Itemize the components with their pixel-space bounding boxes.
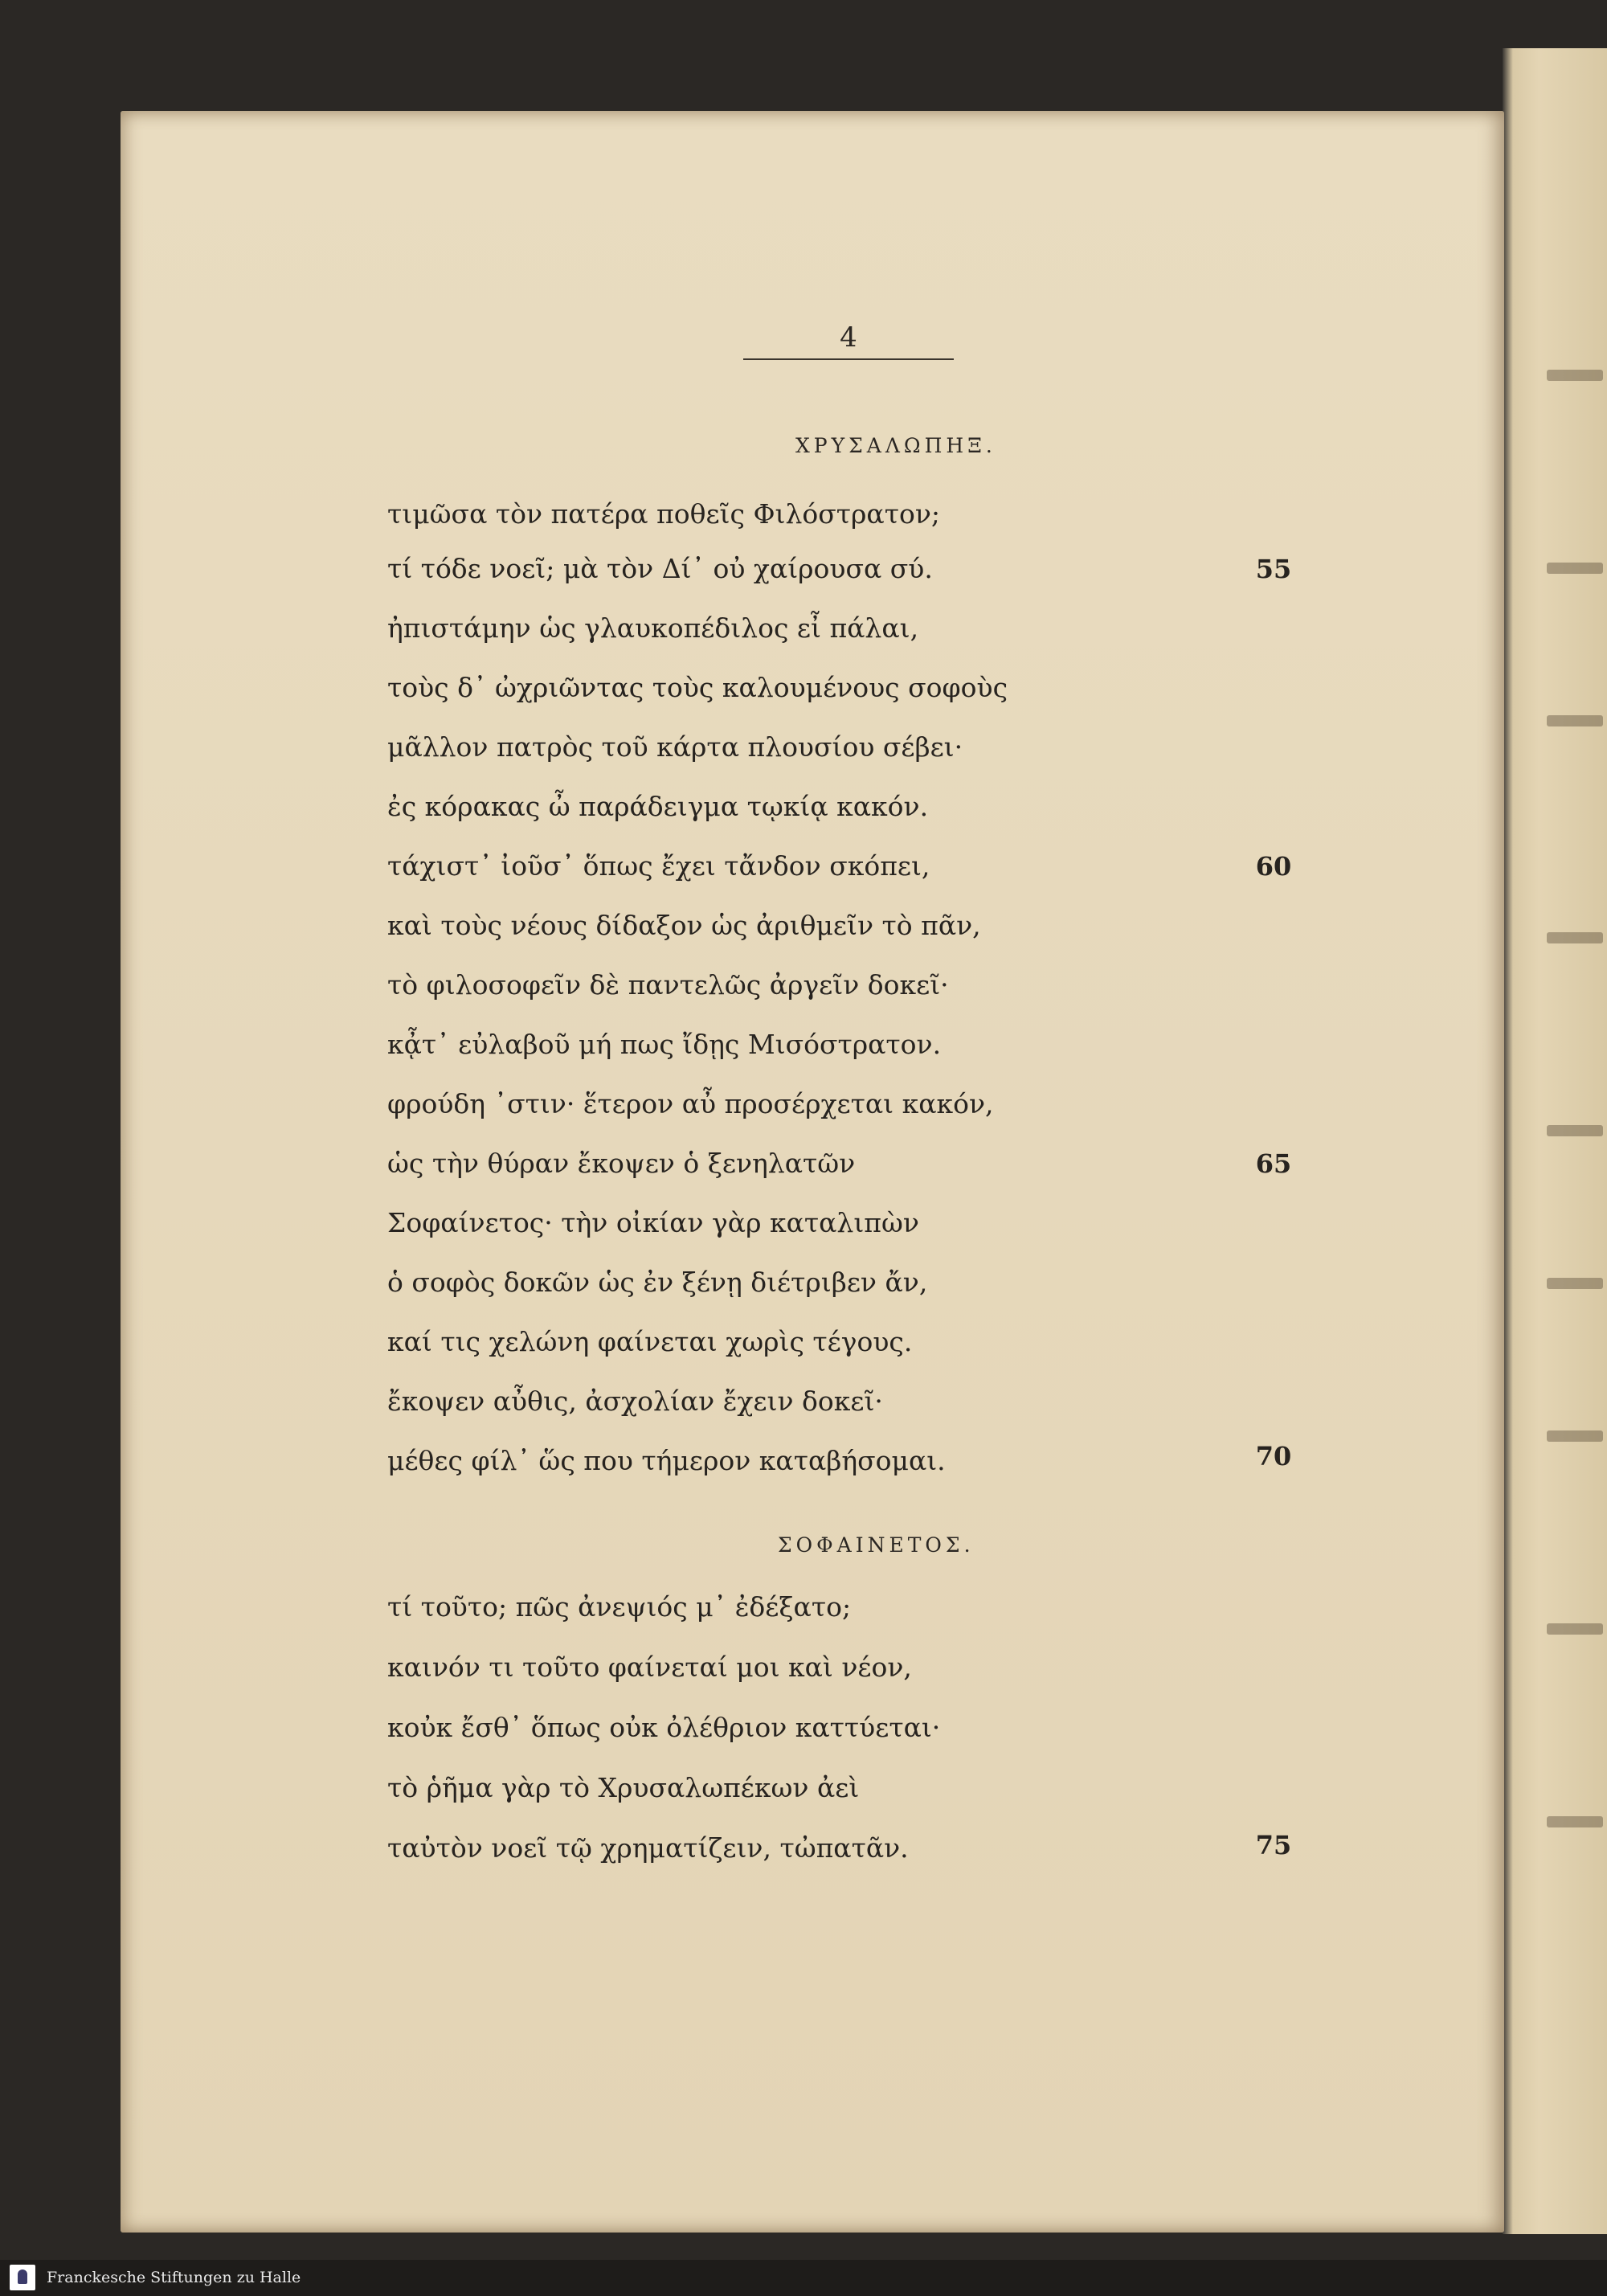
verse-line: ὡς τὴν θύραν ἔκοψεν ὁ ξενηλατῶν [387,1148,856,1179]
verse-line: τάχιστ᾽ ἰοῦσ᾽ ὅπως ἔχει τἄνδον σκόπει, [387,850,930,882]
verse-line: κᾆτ᾽ εὐλαβοῦ μή πως ἴδῃς Μισόστρατον. [387,1029,942,1060]
line-number: 55 [1255,554,1292,584]
line-number: 65 [1255,1148,1292,1179]
page-number: 4 [840,321,857,354]
verse-line: καὶ τοὺς νέους δίδαξον ὡς ἀριθμεῖν τὸ πᾶν, [387,910,981,941]
verse-line: μέθες φίλ᾽ ὥς που τήμερον καταβήσομαι. [387,1445,946,1476]
verse-line: μᾶλλον πατρὸς τοῦ κάρτα πλουσίου σέβει· [387,731,963,763]
verse-line: ἐς κόρακας ὦ παράδειγμα τῳκίᾳ κακόν. [387,791,929,822]
verse-line: κοὐκ ἔσθ᾽ ὅπως οὐκ ὀλέθριον καττύεται· [387,1712,941,1743]
header-rule [743,358,954,360]
speaker-heading: ΣΟΦΑΙΝΕΤΟΣ. [778,1533,975,1557]
library-name: Franckesche Stiftungen zu Halle [47,2269,301,2286]
line-number: 75 [1255,1830,1292,1860]
verse-line: τί τοῦτο; πῶς ἀνεψιός μ᾽ ἐδέξατο; [387,1591,852,1623]
verse-line: καί τις χελώνη φαίνεται χωρὶς τέγους. [387,1326,913,1357]
verse-line: ἔκοψεν αὖθις, ἀσχολίαν ἔχειν δοκεῖ· [387,1385,883,1417]
verse-line: τί τόδε νοεῖ; μὰ τὸν Δί᾽ οὐ χαίρουσα σύ. [387,553,933,584]
verse-line: φρούδη ᾽στιν· ἕτερον αὖ προσέρχεται κακόν, [387,1088,994,1119]
speaker-heading: ΧΡΥΣΑΛΩΠΗΞ. [795,434,996,457]
line-number: 70 [1255,1441,1292,1471]
verse-line: ἠπιστάμην ὡς γλαυκοπέδιλος εἶ πάλαι, [387,612,919,644]
adjacent-page-edge [1503,48,1607,2234]
verse-line: τὸ φιλοσοφεῖν δὲ παντελῶς ἀργεῖν δοκεῖ· [387,969,949,1001]
verse-line: Σοφαίνετος· τὴν οἰκίαν γὰρ καταλιπὼν [387,1207,919,1238]
page-header [743,321,954,362]
verse-line: ταὐτὸν νοεῖ τῷ χρηματίζειν, τὠπατᾶν. [387,1832,909,1864]
verse-line: τοὺς δ᾽ ὠχριῶντας τοὺς καλουμένους σοφοὺς [387,672,1008,703]
library-logo-icon [10,2265,35,2290]
verse-line: τὸ ῥῆμα γὰρ τὸ Χρυσαλωπέκων ἀεὶ [387,1772,860,1803]
line-number: 60 [1255,851,1292,882]
footer-bar [0,2260,1607,2296]
verse-line: ὁ σοφὸς δοκῶν ὡς ἐν ξένῃ διέτριβεν ἄν, [387,1267,928,1298]
verse-line: καινόν τι τοῦτο φαίνεταί μοι καὶ νέον, [387,1651,912,1683]
verse-line: τιμῶσα τὸν πατέρα ποθεῖς Φιλόστρατον; [387,498,941,530]
